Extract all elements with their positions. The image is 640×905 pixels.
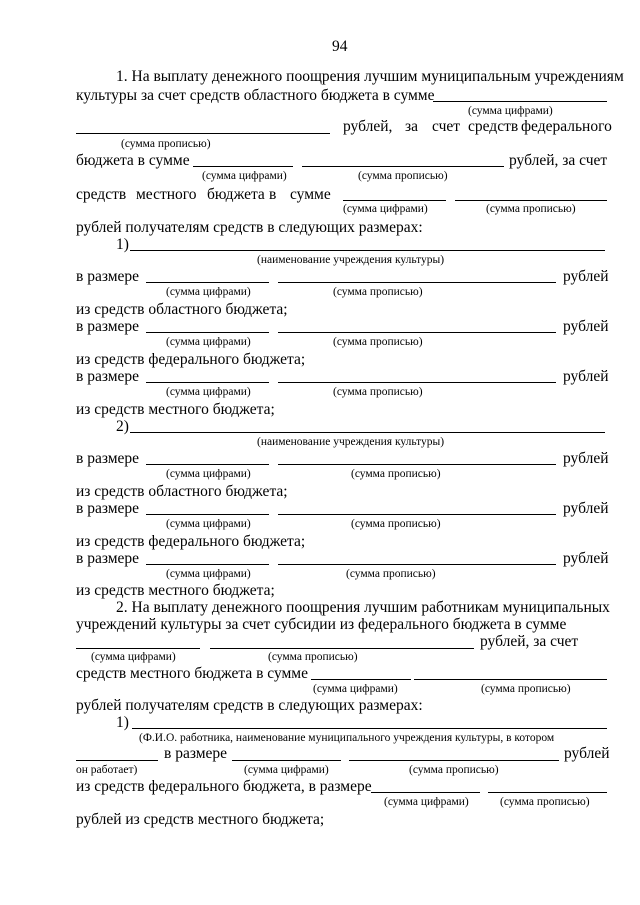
caption-sum-digits: (сумма цифрами) xyxy=(313,683,398,695)
caption-sum-digits: (сумма цифрами) xyxy=(166,386,251,398)
text-rubles-za-schet: рублей, за счет xyxy=(509,152,608,169)
institution-name-line[interactable] xyxy=(130,250,605,251)
text-rubley: рублей xyxy=(563,550,609,567)
text-rubley: рублей xyxy=(563,368,609,385)
caption-sum-digits: (сумма цифрами) xyxy=(244,764,329,776)
text-from-regional: из средств областного бюджета; xyxy=(76,483,288,500)
regional-sum-words-line[interactable] xyxy=(76,133,330,134)
text-mestnogo: местного xyxy=(136,186,197,203)
text-recipients: рублей получателям средств в следующих размерах: xyxy=(76,219,423,236)
text-rubles-local: рублей из средств местного бюджета; xyxy=(76,811,325,828)
regional-sum-digits-line[interactable] xyxy=(433,101,607,102)
text-rubles-za-schet: рублей, за счет xyxy=(480,633,579,650)
subsidy-sum-digits-line[interactable] xyxy=(76,648,200,649)
amount-words-line[interactable] xyxy=(278,332,556,333)
caption-fio: (Ф.И.О. работника, наименование муниципального учреждения культуры, в котором xyxy=(139,732,555,744)
amount-words-line[interactable] xyxy=(278,464,556,465)
amount-digits-line[interactable] xyxy=(146,514,269,515)
page-number: 94 xyxy=(332,38,348,55)
caption-sum-words: (сумма прописью) xyxy=(481,683,571,695)
paragraph-2-line-2: учреждений культуры за счет субсидии из федерального бюджета в сумме xyxy=(76,616,567,633)
text-rubley: рублей xyxy=(563,318,609,335)
amount-words-line[interactable] xyxy=(349,760,559,761)
text-za: за xyxy=(405,118,419,135)
text-v-razmere: в размере xyxy=(76,450,140,467)
caption-sum-digits: (сумма цифрами) xyxy=(384,796,469,808)
institution-name-line[interactable] xyxy=(130,432,605,433)
caption-sum-words: (сумма прописью) xyxy=(351,518,441,530)
amount-words-line[interactable] xyxy=(278,564,556,565)
caption-sum-digits: (сумма цифрами) xyxy=(166,468,251,480)
amount-words-line[interactable] xyxy=(278,382,556,383)
text-federal-amount: из средств федерального бюджета, в размере xyxy=(76,778,372,795)
text-v-razmere: в размере xyxy=(76,550,140,567)
caption-sum-words: (сумма прописью) xyxy=(333,386,423,398)
text-from-federal: из средств федерального бюджета; xyxy=(76,533,306,550)
caption-sum-digits: (сумма цифрами) xyxy=(468,105,553,117)
caption-sum-words: (сумма прописью) xyxy=(333,336,423,348)
caption-sum-words: (сумма прописью) xyxy=(409,764,499,776)
local-sum-words-line[interactable] xyxy=(414,679,607,680)
amount-digits-line[interactable] xyxy=(146,464,269,465)
amount-words-line[interactable] xyxy=(278,282,556,283)
text-rubley: рублей xyxy=(563,500,609,517)
text-rubley: рублей xyxy=(563,268,609,285)
caption-sum-words: (сумма прописью) xyxy=(121,138,211,150)
paragraph-1-line-1: 1. На выплату денежного поощрения лучшим муниципальным учреждениям xyxy=(116,68,624,85)
text-v-razmere: в размере xyxy=(76,318,140,335)
local-sum-digits-line[interactable] xyxy=(311,679,411,680)
federal-sum-words-line[interactable] xyxy=(302,166,504,167)
text-schet: счет xyxy=(432,118,461,135)
amount-words-line[interactable] xyxy=(488,792,607,793)
text-from-federal: из средств федерального бюджета; xyxy=(76,351,306,368)
text-byudzheta: бюджета xyxy=(207,186,265,203)
subsidy-sum-words-line[interactable] xyxy=(210,648,474,649)
text-sredstv: средств xyxy=(468,118,519,135)
paragraph-1-line-2: культуры за счет средств областного бюджета в сумме xyxy=(76,87,435,104)
local-sum-words-line[interactable] xyxy=(455,200,607,201)
caption-institution: (наименование учреждения культуры) xyxy=(257,436,445,448)
caption-sum-digits: (сумма цифрами) xyxy=(166,286,251,298)
text-rubles: рублей, xyxy=(343,118,393,135)
amount-digits-line[interactable] xyxy=(371,792,480,793)
item-number: 2) xyxy=(116,418,129,435)
text-budget-sum: бюджета в сумме xyxy=(76,152,190,169)
caption-sum-digits: (сумма цифрами) xyxy=(166,336,251,348)
paragraph-2-line-1: 2. На выплату денежного поощрения лучшим работникам муниципальных xyxy=(116,599,610,616)
caption-sum-words: (сумма прописью) xyxy=(268,651,358,663)
text-local-budget-sum: средств местного бюджета в сумме xyxy=(76,665,308,682)
text-rubley: рублей xyxy=(563,450,609,467)
text-federalnogo: федерального xyxy=(521,118,612,135)
caption-sum-words: (сумма прописью) xyxy=(346,568,436,580)
amount-digits-line[interactable] xyxy=(146,282,269,283)
text-from-local: из средств местного бюджета; xyxy=(76,582,275,599)
text-v-razmere: в размере xyxy=(76,368,140,385)
text-v: в xyxy=(269,186,277,203)
text-v-razmere: в размере xyxy=(76,268,140,285)
text-from-local: из средств местного бюджета; xyxy=(76,401,275,418)
caption-sum-digits: (сумма цифрами) xyxy=(202,170,287,182)
caption-sum-digits: (сумма цифрами) xyxy=(91,651,176,663)
text-from-regional: из средств областного бюджета; xyxy=(76,301,288,318)
caption-sum-words: (сумма прописью) xyxy=(358,170,448,182)
caption-works: он работает) xyxy=(76,764,138,776)
text-rubley: рублей xyxy=(564,745,610,762)
employee-name-line[interactable] xyxy=(132,728,607,729)
caption-sum-words: (сумма прописью) xyxy=(333,286,423,298)
amount-digits-line[interactable] xyxy=(232,760,341,761)
caption-sum-words: (сумма прописью) xyxy=(351,468,441,480)
amount-digits-line[interactable] xyxy=(146,564,269,565)
text-summe: сумме xyxy=(290,186,331,203)
caption-institution: (наименование учреждения культуры) xyxy=(257,254,445,266)
amount-digits-line[interactable] xyxy=(146,382,269,383)
item-number: 1) xyxy=(116,236,129,253)
caption-sum-digits: (сумма цифрами) xyxy=(343,203,428,215)
federal-sum-digits-line[interactable] xyxy=(193,166,293,167)
caption-sum-words: (сумма прописью) xyxy=(500,796,590,808)
caption-sum-digits: (сумма цифрами) xyxy=(166,568,251,580)
text-sredstv: средств xyxy=(76,186,127,203)
text-recipients: рублей получателям средств в следующих размерах: xyxy=(76,697,423,714)
amount-digits-line[interactable] xyxy=(146,332,269,333)
item-number: 1) xyxy=(116,714,129,731)
text-v-razmere: в размере xyxy=(76,500,140,517)
caption-sum-words: (сумма прописью) xyxy=(486,203,576,215)
text-v-razmere: в размере xyxy=(164,745,228,762)
local-sum-digits-line[interactable] xyxy=(343,200,446,201)
amount-words-line[interactable] xyxy=(278,514,556,515)
employee-workplace-line[interactable] xyxy=(76,760,158,761)
caption-sum-digits: (сумма цифрами) xyxy=(166,518,251,530)
